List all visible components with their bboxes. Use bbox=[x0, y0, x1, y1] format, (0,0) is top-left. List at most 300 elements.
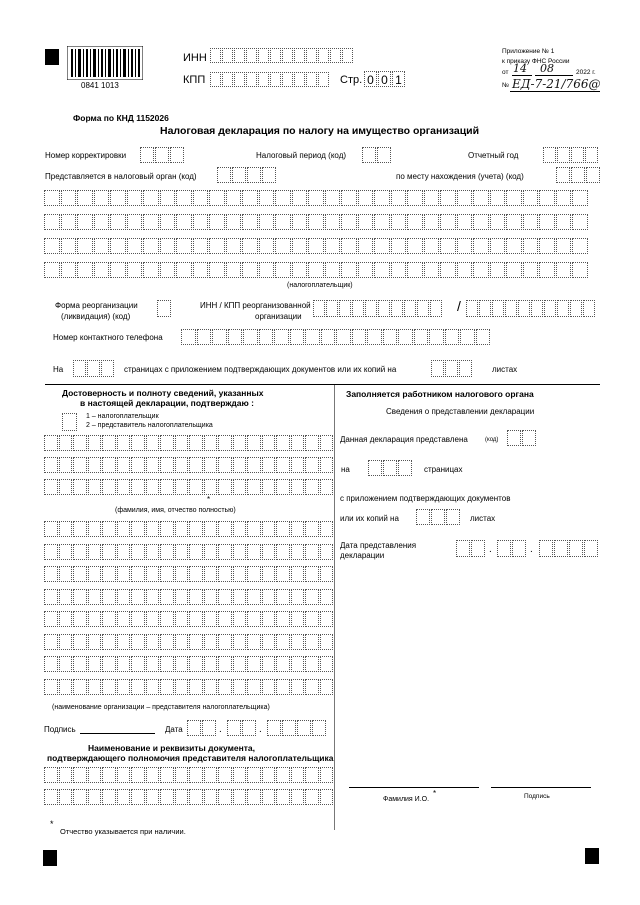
char-cell[interactable] bbox=[160, 457, 174, 473]
signature-line[interactable] bbox=[80, 733, 155, 734]
char-cell[interactable] bbox=[73, 521, 87, 537]
char-cell[interactable] bbox=[247, 435, 261, 451]
char-cell[interactable] bbox=[291, 634, 305, 650]
char-cell[interactable] bbox=[276, 589, 290, 605]
char-cell[interactable] bbox=[358, 214, 374, 230]
char-cell[interactable] bbox=[73, 566, 87, 582]
char-cell[interactable] bbox=[218, 679, 232, 695]
char-cell[interactable] bbox=[320, 611, 334, 627]
char-cell[interactable] bbox=[523, 262, 539, 278]
grid-row[interactable] bbox=[44, 767, 333, 783]
grid-row[interactable] bbox=[44, 634, 333, 650]
char-cell[interactable] bbox=[146, 435, 160, 451]
char-cell[interactable] bbox=[247, 611, 261, 627]
char-cell[interactable] bbox=[259, 238, 275, 254]
char-cell[interactable] bbox=[181, 329, 196, 345]
char-cell[interactable] bbox=[262, 435, 276, 451]
char-cell[interactable] bbox=[88, 656, 102, 672]
char-cell[interactable] bbox=[146, 634, 160, 650]
char-cell[interactable] bbox=[358, 238, 374, 254]
char-cell[interactable] bbox=[247, 566, 261, 582]
char-cell[interactable] bbox=[146, 479, 160, 495]
char-cell[interactable] bbox=[218, 435, 232, 451]
char-cell[interactable] bbox=[102, 634, 116, 650]
char-cell[interactable] bbox=[440, 262, 456, 278]
char-cell[interactable] bbox=[204, 634, 218, 650]
char-cell[interactable] bbox=[374, 238, 390, 254]
char-cell[interactable] bbox=[77, 190, 93, 206]
char-cell[interactable] bbox=[473, 238, 489, 254]
char-cell[interactable] bbox=[556, 262, 572, 278]
char-cell[interactable] bbox=[88, 566, 102, 582]
char-cell[interactable] bbox=[44, 566, 58, 582]
char-cell[interactable] bbox=[305, 611, 319, 627]
char-cell[interactable] bbox=[209, 238, 225, 254]
char-cell[interactable] bbox=[320, 656, 334, 672]
grid-row[interactable] bbox=[44, 479, 333, 495]
char-cell[interactable] bbox=[94, 214, 110, 230]
char-cell[interactable] bbox=[175, 566, 189, 582]
char-cell[interactable] bbox=[308, 262, 324, 278]
char-cell[interactable] bbox=[146, 789, 160, 805]
char-cell[interactable] bbox=[572, 262, 588, 278]
char-cell[interactable] bbox=[117, 656, 131, 672]
char-cell[interactable] bbox=[291, 789, 305, 805]
char-cell[interactable] bbox=[292, 262, 308, 278]
char-cell[interactable] bbox=[59, 457, 73, 473]
char-cell[interactable] bbox=[305, 767, 319, 783]
char-cell[interactable] bbox=[242, 262, 258, 278]
correction-number-cells[interactable] bbox=[140, 147, 184, 163]
char-cell[interactable] bbox=[102, 566, 116, 582]
reorg-kpp-cells[interactable] bbox=[466, 300, 595, 317]
char-cell[interactable] bbox=[259, 329, 274, 345]
char-cell[interactable] bbox=[117, 634, 131, 650]
char-cell[interactable] bbox=[160, 479, 174, 495]
char-cell[interactable] bbox=[305, 634, 319, 650]
char-cell[interactable] bbox=[189, 479, 203, 495]
char-cell[interactable] bbox=[291, 521, 305, 537]
char-cell[interactable] bbox=[276, 656, 290, 672]
char-cell[interactable] bbox=[291, 566, 305, 582]
char-cell[interactable] bbox=[59, 679, 73, 695]
char-cell[interactable] bbox=[457, 190, 473, 206]
char-cell[interactable] bbox=[131, 789, 145, 805]
char-cell[interactable] bbox=[88, 435, 102, 451]
char-cell[interactable] bbox=[247, 656, 261, 672]
char-cell[interactable] bbox=[73, 479, 87, 495]
char-cell[interactable] bbox=[320, 767, 334, 783]
char-cell[interactable] bbox=[291, 679, 305, 695]
char-cell[interactable] bbox=[320, 634, 334, 650]
char-cell[interactable] bbox=[291, 479, 305, 495]
char-cell[interactable] bbox=[291, 544, 305, 560]
char-cell[interactable] bbox=[59, 435, 73, 451]
char-cell[interactable] bbox=[204, 457, 218, 473]
char-cell[interactable] bbox=[146, 544, 160, 560]
char-cell[interactable] bbox=[44, 611, 58, 627]
char-cell[interactable] bbox=[275, 238, 291, 254]
char-cell[interactable] bbox=[473, 190, 489, 206]
char-cell[interactable] bbox=[44, 238, 60, 254]
char-cell[interactable] bbox=[189, 679, 203, 695]
char-cell[interactable] bbox=[61, 238, 77, 254]
taxpayer-row[interactable] bbox=[44, 262, 588, 278]
char-cell[interactable] bbox=[102, 589, 116, 605]
submission-date-month[interactable] bbox=[497, 540, 526, 557]
char-cell[interactable] bbox=[291, 611, 305, 627]
char-cell[interactable] bbox=[308, 190, 324, 206]
char-cell[interactable] bbox=[73, 789, 87, 805]
char-cell[interactable] bbox=[275, 190, 291, 206]
char-cell[interactable] bbox=[414, 329, 429, 345]
char-cell[interactable] bbox=[341, 262, 357, 278]
char-cell[interactable] bbox=[506, 238, 522, 254]
char-cell[interactable] bbox=[204, 521, 218, 537]
char-cell[interactable] bbox=[305, 544, 319, 560]
char-cell[interactable] bbox=[204, 544, 218, 560]
char-cell[interactable] bbox=[189, 457, 203, 473]
char-cell[interactable] bbox=[247, 521, 261, 537]
char-cell[interactable] bbox=[127, 238, 143, 254]
reorg-inn-cells[interactable] bbox=[313, 300, 442, 317]
char-cell[interactable] bbox=[88, 589, 102, 605]
char-cell[interactable] bbox=[102, 656, 116, 672]
inn-cells[interactable] bbox=[210, 48, 353, 63]
char-cell[interactable] bbox=[176, 262, 192, 278]
char-cell[interactable] bbox=[233, 589, 247, 605]
char-cell[interactable] bbox=[233, 679, 247, 695]
char-cell[interactable] bbox=[204, 656, 218, 672]
char-cell[interactable] bbox=[291, 656, 305, 672]
char-cell[interactable] bbox=[193, 238, 209, 254]
char-cell[interactable] bbox=[204, 789, 218, 805]
char-cell[interactable] bbox=[73, 679, 87, 695]
char-cell[interactable] bbox=[59, 611, 73, 627]
tax-authority-cells[interactable] bbox=[217, 167, 276, 183]
char-cell[interactable] bbox=[88, 479, 102, 495]
char-cell[interactable] bbox=[320, 544, 334, 560]
char-cell[interactable] bbox=[490, 214, 506, 230]
char-cell[interactable] bbox=[262, 479, 276, 495]
char-cell[interactable] bbox=[175, 634, 189, 650]
char-cell[interactable] bbox=[247, 589, 261, 605]
char-cell[interactable] bbox=[88, 767, 102, 783]
char-cell[interactable] bbox=[143, 238, 159, 254]
char-cell[interactable] bbox=[59, 479, 73, 495]
char-cell[interactable] bbox=[556, 214, 572, 230]
char-cell[interactable] bbox=[209, 262, 225, 278]
char-cell[interactable] bbox=[73, 435, 87, 451]
char-cell[interactable] bbox=[320, 435, 334, 451]
char-cell[interactable] bbox=[305, 589, 319, 605]
char-cell[interactable] bbox=[146, 457, 160, 473]
char-cell[interactable] bbox=[209, 190, 225, 206]
char-cell[interactable] bbox=[539, 214, 555, 230]
char-cell[interactable] bbox=[94, 190, 110, 206]
char-cell[interactable] bbox=[398, 329, 413, 345]
char-cell[interactable] bbox=[44, 789, 58, 805]
char-cell[interactable] bbox=[176, 238, 192, 254]
char-cell[interactable] bbox=[305, 566, 319, 582]
char-cell[interactable] bbox=[247, 479, 261, 495]
char-cell[interactable] bbox=[189, 611, 203, 627]
char-cell[interactable] bbox=[233, 656, 247, 672]
char-cell[interactable] bbox=[88, 521, 102, 537]
char-cell[interactable] bbox=[259, 190, 275, 206]
char-cell[interactable] bbox=[160, 190, 176, 206]
char-cell[interactable] bbox=[391, 262, 407, 278]
char-cell[interactable] bbox=[276, 435, 290, 451]
char-cell[interactable] bbox=[146, 656, 160, 672]
char-cell[interactable] bbox=[473, 214, 489, 230]
char-cell[interactable] bbox=[292, 238, 308, 254]
char-cell[interactable] bbox=[175, 656, 189, 672]
char-cell[interactable] bbox=[59, 589, 73, 605]
char-cell[interactable] bbox=[233, 566, 247, 582]
sign-date-day[interactable] bbox=[187, 720, 216, 736]
grid-row[interactable] bbox=[44, 457, 333, 473]
char-cell[interactable] bbox=[212, 329, 227, 345]
char-cell[interactable] bbox=[325, 214, 341, 230]
char-cell[interactable] bbox=[176, 214, 192, 230]
char-cell[interactable] bbox=[308, 214, 324, 230]
char-cell[interactable] bbox=[445, 329, 460, 345]
char-cell[interactable] bbox=[44, 435, 58, 451]
char-cell[interactable] bbox=[233, 457, 247, 473]
char-cell[interactable] bbox=[429, 329, 444, 345]
char-cell[interactable] bbox=[226, 262, 242, 278]
char-cell[interactable] bbox=[193, 214, 209, 230]
char-cell[interactable] bbox=[276, 611, 290, 627]
char-cell[interactable] bbox=[556, 190, 572, 206]
char-cell[interactable] bbox=[460, 329, 475, 345]
char-cell[interactable] bbox=[226, 238, 242, 254]
char-cell[interactable] bbox=[305, 457, 319, 473]
char-cell[interactable] bbox=[275, 262, 291, 278]
char-cell[interactable] bbox=[160, 544, 174, 560]
char-cell[interactable] bbox=[131, 634, 145, 650]
char-cell[interactable] bbox=[218, 521, 232, 537]
char-cell[interactable] bbox=[204, 611, 218, 627]
char-cell[interactable] bbox=[127, 190, 143, 206]
submission-date-year[interactable] bbox=[539, 540, 598, 557]
char-cell[interactable] bbox=[197, 329, 212, 345]
char-cell[interactable] bbox=[367, 329, 382, 345]
char-cell[interactable] bbox=[61, 190, 77, 206]
char-cell[interactable] bbox=[374, 262, 390, 278]
char-cell[interactable] bbox=[175, 479, 189, 495]
char-cell[interactable] bbox=[131, 566, 145, 582]
char-cell[interactable] bbox=[218, 656, 232, 672]
char-cell[interactable] bbox=[539, 238, 555, 254]
char-cell[interactable] bbox=[424, 262, 440, 278]
char-cell[interactable] bbox=[117, 611, 131, 627]
taxpayer-row[interactable] bbox=[44, 190, 588, 206]
char-cell[interactable] bbox=[276, 789, 290, 805]
char-cell[interactable] bbox=[117, 521, 131, 537]
char-cell[interactable] bbox=[59, 789, 73, 805]
char-cell[interactable] bbox=[73, 457, 87, 473]
char-cell[interactable] bbox=[88, 679, 102, 695]
char-cell[interactable] bbox=[233, 789, 247, 805]
char-cell[interactable] bbox=[77, 262, 93, 278]
sign-date-year[interactable] bbox=[267, 720, 326, 736]
char-cell[interactable] bbox=[189, 544, 203, 560]
char-cell[interactable] bbox=[117, 679, 131, 695]
char-cell[interactable] bbox=[262, 544, 276, 560]
char-cell[interactable] bbox=[305, 329, 320, 345]
char-cell[interactable] bbox=[320, 566, 334, 582]
char-cell[interactable] bbox=[127, 214, 143, 230]
char-cell[interactable] bbox=[44, 767, 58, 783]
char-cell[interactable] bbox=[572, 238, 588, 254]
char-cell[interactable] bbox=[391, 214, 407, 230]
char-cell[interactable] bbox=[336, 329, 351, 345]
char-cell[interactable] bbox=[407, 190, 423, 206]
char-cell[interactable] bbox=[160, 521, 174, 537]
char-cell[interactable] bbox=[305, 656, 319, 672]
char-cell[interactable] bbox=[506, 262, 522, 278]
grid-row[interactable] bbox=[44, 544, 333, 560]
char-cell[interactable] bbox=[341, 214, 357, 230]
char-cell[interactable] bbox=[490, 190, 506, 206]
char-cell[interactable] bbox=[523, 238, 539, 254]
char-cell[interactable] bbox=[276, 634, 290, 650]
char-cell[interactable] bbox=[77, 238, 93, 254]
char-cell[interactable] bbox=[341, 238, 357, 254]
char-cell[interactable] bbox=[160, 656, 174, 672]
char-cell[interactable] bbox=[193, 262, 209, 278]
char-cell[interactable] bbox=[44, 656, 58, 672]
char-cell[interactable] bbox=[102, 767, 116, 783]
char-cell[interactable] bbox=[226, 190, 242, 206]
char-cell[interactable] bbox=[175, 544, 189, 560]
char-cell[interactable] bbox=[117, 435, 131, 451]
char-cell[interactable] bbox=[102, 679, 116, 695]
char-cell[interactable] bbox=[325, 262, 341, 278]
char-cell[interactable] bbox=[175, 767, 189, 783]
grid-row[interactable] bbox=[44, 566, 333, 582]
char-cell[interactable] bbox=[44, 544, 58, 560]
char-cell[interactable] bbox=[146, 767, 160, 783]
char-cell[interactable] bbox=[290, 329, 305, 345]
char-cell[interactable] bbox=[117, 767, 131, 783]
char-cell[interactable] bbox=[204, 767, 218, 783]
char-cell[interactable] bbox=[61, 214, 77, 230]
char-cell[interactable] bbox=[242, 214, 258, 230]
char-cell[interactable] bbox=[247, 457, 261, 473]
char-cell[interactable] bbox=[424, 214, 440, 230]
char-cell[interactable] bbox=[143, 262, 159, 278]
char-cell[interactable] bbox=[291, 589, 305, 605]
char-cell[interactable] bbox=[59, 544, 73, 560]
pages-count-cells[interactable] bbox=[73, 360, 114, 377]
char-cell[interactable] bbox=[473, 262, 489, 278]
right-pages-cells[interactable] bbox=[368, 460, 412, 476]
char-cell[interactable] bbox=[233, 544, 247, 560]
char-cell[interactable] bbox=[572, 214, 588, 230]
char-cell[interactable] bbox=[143, 190, 159, 206]
char-cell[interactable] bbox=[233, 479, 247, 495]
reorg-form-cell[interactable] bbox=[157, 300, 171, 317]
char-cell[interactable] bbox=[305, 479, 319, 495]
char-cell[interactable] bbox=[59, 634, 73, 650]
char-cell[interactable] bbox=[146, 521, 160, 537]
char-cell[interactable] bbox=[175, 521, 189, 537]
char-cell[interactable] bbox=[407, 262, 423, 278]
char-cell[interactable] bbox=[59, 656, 73, 672]
char-cell[interactable] bbox=[276, 679, 290, 695]
char-cell[interactable] bbox=[325, 190, 341, 206]
grid-row[interactable] bbox=[44, 679, 333, 695]
taxpayer-row[interactable] bbox=[44, 214, 588, 230]
char-cell[interactable] bbox=[457, 262, 473, 278]
char-cell[interactable] bbox=[102, 544, 116, 560]
char-cell[interactable] bbox=[44, 521, 58, 537]
char-cell[interactable] bbox=[506, 214, 522, 230]
char-cell[interactable] bbox=[189, 634, 203, 650]
char-cell[interactable] bbox=[88, 789, 102, 805]
char-cell[interactable] bbox=[305, 679, 319, 695]
char-cell[interactable] bbox=[44, 457, 58, 473]
char-cell[interactable] bbox=[160, 767, 174, 783]
char-cell[interactable] bbox=[117, 457, 131, 473]
char-cell[interactable] bbox=[117, 544, 131, 560]
location-cells[interactable] bbox=[556, 167, 600, 183]
char-cell[interactable] bbox=[131, 457, 145, 473]
char-cell[interactable] bbox=[262, 566, 276, 582]
char-cell[interactable] bbox=[189, 521, 203, 537]
char-cell[interactable] bbox=[44, 589, 58, 605]
char-cell[interactable] bbox=[160, 634, 174, 650]
char-cell[interactable] bbox=[218, 457, 232, 473]
char-cell[interactable] bbox=[305, 789, 319, 805]
char-cell[interactable] bbox=[320, 789, 334, 805]
submission-code-cells[interactable] bbox=[507, 430, 536, 446]
char-cell[interactable] bbox=[292, 214, 308, 230]
char-cell[interactable] bbox=[218, 789, 232, 805]
char-cell[interactable] bbox=[44, 262, 60, 278]
char-cell[interactable] bbox=[276, 479, 290, 495]
char-cell[interactable] bbox=[175, 789, 189, 805]
char-cell[interactable] bbox=[490, 238, 506, 254]
grid-row[interactable] bbox=[44, 789, 333, 805]
char-cell[interactable] bbox=[218, 611, 232, 627]
char-cell[interactable] bbox=[160, 611, 174, 627]
char-cell[interactable] bbox=[160, 679, 174, 695]
char-cell[interactable] bbox=[160, 435, 174, 451]
char-cell[interactable] bbox=[160, 262, 176, 278]
char-cell[interactable] bbox=[204, 566, 218, 582]
char-cell[interactable] bbox=[556, 238, 572, 254]
char-cell[interactable] bbox=[44, 634, 58, 650]
char-cell[interactable] bbox=[259, 262, 275, 278]
char-cell[interactable] bbox=[276, 521, 290, 537]
char-cell[interactable] bbox=[189, 789, 203, 805]
char-cell[interactable] bbox=[110, 262, 126, 278]
char-cell[interactable] bbox=[320, 679, 334, 695]
char-cell[interactable] bbox=[218, 479, 232, 495]
char-cell[interactable] bbox=[358, 262, 374, 278]
char-cell[interactable] bbox=[102, 457, 116, 473]
char-cell[interactable] bbox=[131, 589, 145, 605]
char-cell[interactable] bbox=[189, 589, 203, 605]
char-cell[interactable] bbox=[218, 544, 232, 560]
char-cell[interactable] bbox=[204, 479, 218, 495]
char-cell[interactable] bbox=[247, 634, 261, 650]
char-cell[interactable] bbox=[209, 214, 225, 230]
